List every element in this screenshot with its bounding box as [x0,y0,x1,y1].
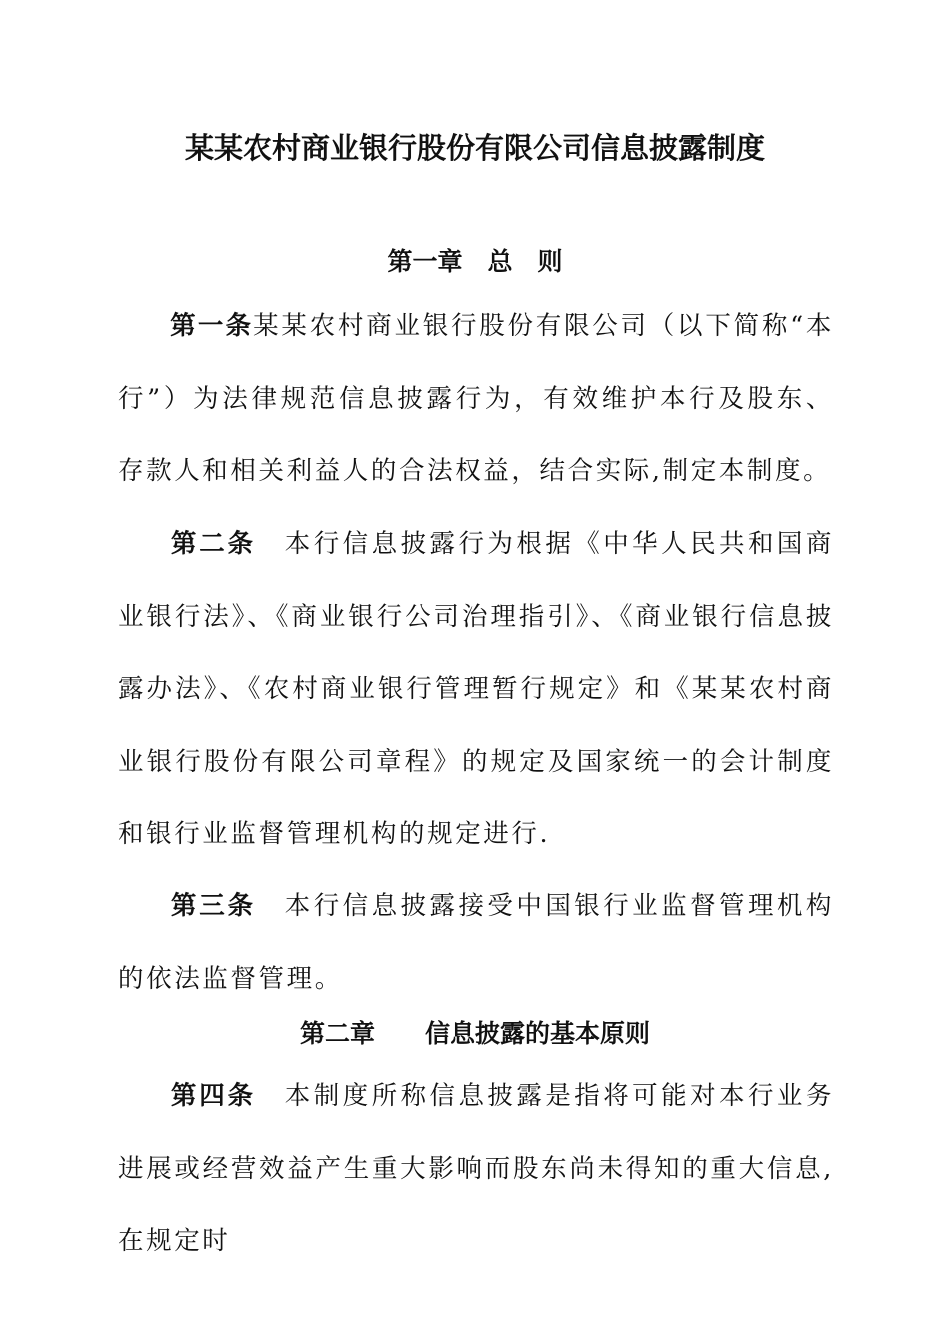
article-text: 某某农村商业银行股份有限公司（以下简称“本行”）为法律规范信息披露行为，有效维护本行及股东、存款人和相关利益人的合法权益，结合实际,制定本制度。 [118,311,834,486]
article-label: 第二条 [170,529,256,559]
article-paragraph-1 [118,290,834,508]
article-text: 本行信息披露接受中国银行业监督管理机构的依法监督管理。 [118,891,834,994]
article-label: 第四条 [170,1081,256,1111]
chapter-heading-2: 第二章 信息披露的基本原则 [299,1019,650,1048]
chapter-heading-1: 第一章 总 则 [387,247,563,276]
document-title: 某某农村商业银行股份有限公司信息披露制度 [184,131,765,165]
article-label: 第一条 [170,311,254,341]
article-paragraph-4 [118,1060,834,1278]
article-label: 第三条 [170,891,256,921]
article-paragraph-3 [118,870,834,1015]
article-paragraph-2 [118,508,834,871]
article-text: 本行信息披露行为根据《中华人民共和国商业银行法》、《商业银行公司治理指引》、《商业银行信息披露办法》、《农村商业银行管理暂行规定》和《某某农村商业银行股份有限公司章程》的规定及国家统一的会计制度和银行业监督管理机构的规定进行. [118,529,834,849]
article-text: 本制度所称信息披露是指将可能对本行业务进展或经营效益产生重大影响而股东尚未得知的重大信息,在规定时 [118,1081,834,1256]
